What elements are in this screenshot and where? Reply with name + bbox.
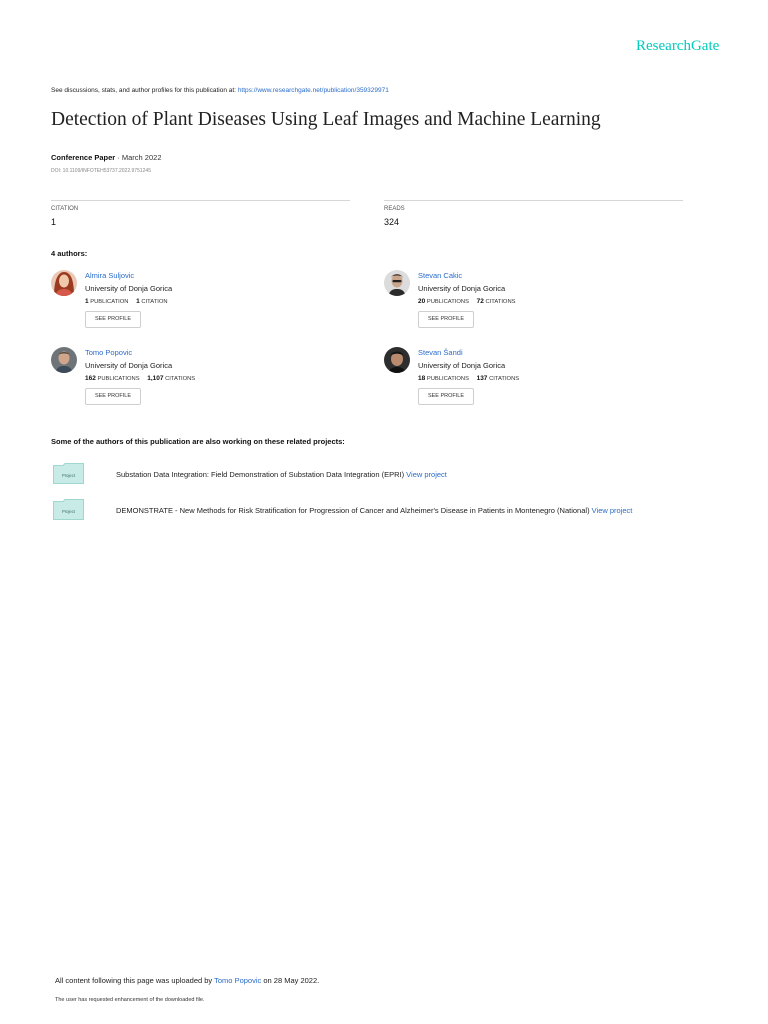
paper-doi: DOI: 10.1109/INFOTEH53737.2022.9751245 bbox=[51, 168, 151, 174]
publications-count: 18 bbox=[418, 375, 426, 382]
paper-meta bbox=[51, 153, 161, 162]
avatar[interactable] bbox=[51, 347, 77, 373]
reads-label: READS bbox=[384, 206, 405, 212]
author-institution: University of Donja Gorica bbox=[85, 284, 173, 293]
project-icon-label: Project bbox=[61, 473, 76, 478]
publications-label: PUBLICATION bbox=[90, 299, 129, 305]
publications-label: PUBLICATIONS bbox=[426, 299, 469, 305]
citations-count: 1 bbox=[136, 298, 140, 305]
citations-count: 137 bbox=[476, 375, 488, 382]
project-item bbox=[116, 470, 447, 479]
author-stats bbox=[418, 298, 516, 305]
project-description: Substation Data Integration: Field Demonstration of Substation Data Integration (EPRI) bbox=[116, 470, 405, 479]
author-institution: University of Donja Gorica bbox=[418, 284, 506, 293]
publications-count: 20 bbox=[418, 298, 426, 305]
uploader-link[interactable]: Tomo Popovic bbox=[214, 976, 262, 985]
upload-note bbox=[55, 976, 319, 985]
avatar-photo bbox=[384, 270, 410, 296]
author-card bbox=[51, 270, 351, 340]
project-icon-label: Project bbox=[61, 509, 76, 514]
citation-label: CITATION bbox=[51, 206, 79, 212]
citations-label: CITATIONS bbox=[485, 299, 516, 305]
see-profile-button[interactable]: SEE PROFILE bbox=[418, 311, 474, 328]
avatar[interactable] bbox=[384, 270, 410, 296]
citations-count: 72 bbox=[476, 298, 484, 305]
author-card bbox=[51, 347, 351, 417]
see-profile-button[interactable]: SEE PROFILE bbox=[85, 311, 141, 328]
enhancement-note: The user has requested enhancement of the downloaded file. bbox=[55, 997, 205, 1003]
author-name[interactable]: Stevan Šandi bbox=[418, 348, 463, 357]
publication-link[interactable]: https://www.researchgate.net/publication/359329971 bbox=[237, 87, 389, 94]
view-project-link[interactable]: View project bbox=[406, 470, 447, 479]
divider bbox=[51, 200, 350, 201]
view-project-link[interactable]: View project bbox=[591, 506, 633, 515]
paper-type: Conference Paper bbox=[51, 153, 116, 162]
avatar-photo bbox=[51, 270, 77, 296]
publications-label: PUBLICATIONS bbox=[426, 376, 469, 382]
upload-prefix: All content following this page was uploaded by bbox=[55, 976, 213, 985]
upload-suffix: on 28 May 2022. bbox=[263, 976, 320, 985]
author-stats bbox=[85, 298, 168, 305]
author-institution: University of Donja Gorica bbox=[85, 361, 173, 370]
avatar[interactable] bbox=[51, 270, 77, 296]
publications-label: PUBLICATIONS bbox=[97, 376, 140, 382]
avatar-photo bbox=[384, 347, 410, 373]
author-card bbox=[384, 270, 684, 340]
see-profile-button[interactable]: SEE PROFILE bbox=[85, 388, 141, 405]
author-name[interactable]: Stevan Cakic bbox=[418, 271, 463, 280]
related-projects-heading: Some of the authors of this publication are also working on these related projects: bbox=[51, 437, 345, 446]
publications-count: 1 bbox=[85, 298, 89, 305]
avatar[interactable] bbox=[384, 347, 410, 373]
project-item bbox=[116, 506, 632, 515]
see-profile-button[interactable]: SEE PROFILE bbox=[418, 388, 474, 405]
citations-label: CITATION bbox=[141, 299, 168, 305]
authors-heading: 4 authors: bbox=[51, 249, 88, 258]
citation-count: 1 bbox=[51, 217, 57, 227]
author-stats bbox=[85, 375, 195, 382]
project-folder-icon bbox=[53, 463, 84, 484]
researchgate-logo[interactable]: ResearchGate bbox=[636, 38, 720, 54]
paper-date: · March 2022 bbox=[117, 153, 162, 162]
author-stats bbox=[418, 375, 519, 382]
publications-count: 162 bbox=[85, 375, 96, 382]
author-name[interactable]: Tomo Popovic bbox=[85, 348, 133, 357]
paper-title: Detection of Plant Diseases Using Leaf Images and Machine Learning bbox=[51, 109, 601, 130]
avatar-photo bbox=[51, 347, 77, 373]
citations-label: CITATIONS bbox=[489, 376, 520, 382]
discussion-line bbox=[51, 87, 389, 94]
author-name[interactable]: Almira Suljovic bbox=[85, 271, 135, 280]
citations-count: 1,107 bbox=[147, 375, 164, 382]
reads-count: 324 bbox=[384, 217, 400, 227]
discussion-text: See discussions, stats, and author profiles for this publication at: bbox=[51, 87, 236, 94]
author-card bbox=[384, 347, 684, 417]
divider bbox=[384, 200, 683, 201]
project-description: DEMONSTRATE - New Methods for Risk Stratification for Progression of Cancer and Alzheimer's Disease in Patients in Montenegro (National) bbox=[116, 506, 590, 515]
citations-label: CITATIONS bbox=[165, 376, 196, 382]
project-folder-icon bbox=[53, 499, 84, 520]
author-institution: University of Donja Gorica bbox=[418, 361, 506, 370]
